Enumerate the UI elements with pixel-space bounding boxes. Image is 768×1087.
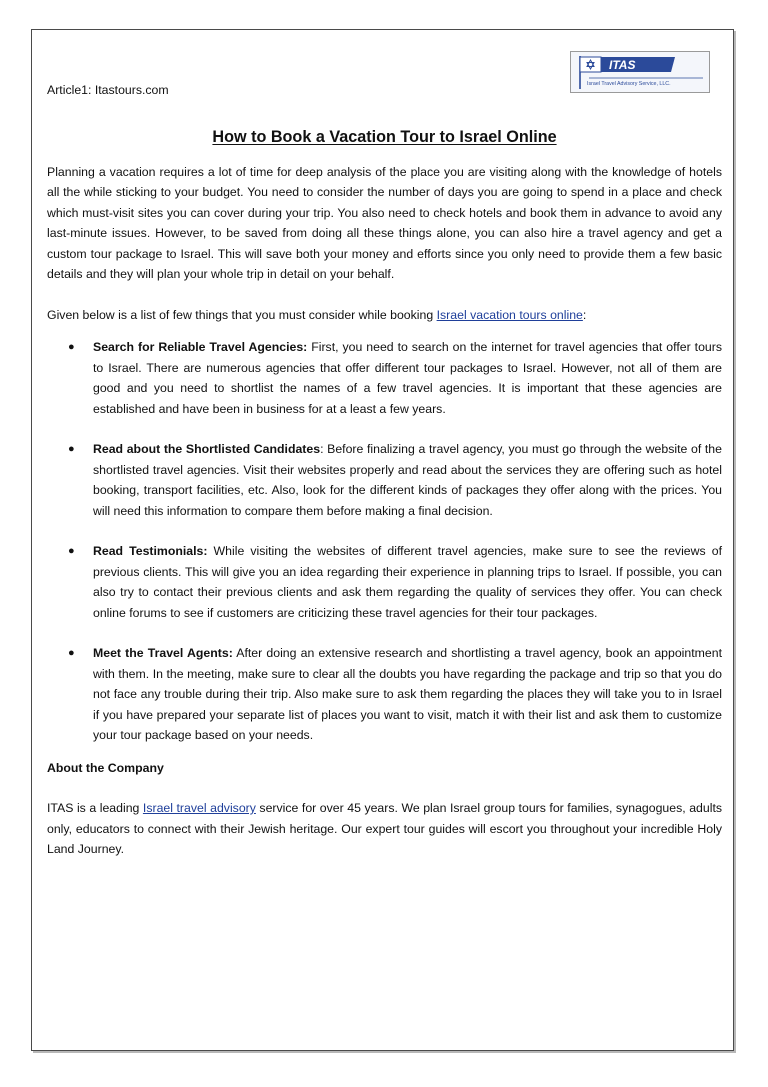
- consideration-list: [47, 337, 722, 746]
- list-item: [47, 541, 722, 623]
- list-intro: [47, 305, 722, 326]
- list-item-title: Meet the Travel Agents:: [93, 646, 233, 660]
- logo-brand: ITAS: [609, 58, 636, 72]
- bullet-icon: ●: [68, 647, 75, 659]
- about-paragraph: [47, 798, 722, 860]
- bullet-icon: ●: [68, 443, 75, 455]
- list-item: [47, 643, 722, 746]
- list-item-title: Search for Reliable Travel Agencies:: [93, 340, 308, 354]
- list-item: [47, 439, 722, 521]
- israel-travel-advisory-link[interactable]: Israel travel advisory: [142, 801, 256, 815]
- list-item-text: While visiting the websites of different travel agencies, make sure to see the reviews of previous clients. This will give you an idea regarding their experience in planning trips to Israel. If possible, you can also try to contact their previous clients and ask them regarding the quality of services they offer. You can check online forums to see if customers are criticizing these travel agencies for their tour packages.: [93, 544, 722, 620]
- list-item-text: First, you need to search on the internet for travel agencies that offer tours to Israel. There are numerous agencies that offer different tour packages to Israel. However, not all of them are good and you need to shortlist the names of a few travel agencies. It is important that these agencies are established and have been in business for at a least a few years.: [93, 340, 722, 416]
- logo-tagline: Israel Travel Advisory Service, LLC.: [587, 81, 671, 87]
- bullet-icon: ●: [68, 341, 75, 353]
- list-item: [47, 337, 722, 419]
- list-item-title: Read Testimonials:: [93, 544, 208, 558]
- list-item-text: After doing an extensive research and shortlisting a travel agency, book an appointment with them. In the meeting, make sure to clear all the doubts you have regarding the package and trip so that you do not face any trouble during their trip. Also make sure to ask them regarding the places they will take you to in Israel if you have prepared your separate list of places you want to visit, match it with their list and ask them to customize your tour package based on your needs.: [93, 646, 723, 742]
- about-text-end: service for over 45 years. We plan Israel group tours for families, synagogues, adults only, educators to connect with their Jewish heritage. Our expert tour guides will escort you throughout your incredible Holy Land Journey.: [47, 801, 723, 856]
- about-text-start: ITAS is a leading: [47, 801, 143, 815]
- article-title: How to Book a Vacation Tour to Israel Online: [212, 127, 557, 146]
- article-content: [47, 80, 722, 860]
- list-intro-text: Given below is a list of few things that you must consider while booking: [47, 307, 437, 322]
- list-intro-colon: :: [582, 307, 587, 322]
- israel-vacation-tours-link[interactable]: Israel vacation tours online: [436, 307, 583, 322]
- list-item-title: Read about the Shortlisted Candidates: [93, 442, 321, 456]
- intro-paragraph: Planning a vacation requires a lot of time for deep analysis of the place you are visiting along with the knowledge of hotels all the while sticking to your budget. You need to consider the number of days you are going to spend in a place and check which must-visit sites you can cover during your trip. You also need to check hotels and book them in advance to avoid any last-minute issues. However, to be saved from doing all these things alone, you can also hire a travel agency and get a custom tour package to Israel. This will save both your money and efforts since you only need to provide them a few basic details and they will plan your whole trip in detail on your behalf.: [47, 164, 722, 281]
- bullet-icon: ●: [68, 545, 75, 557]
- list-item-text: : Before finalizing a travel agency, you must go through the website of the shortlisted travel agencies. Visit their websites properly and read about the services they are offering such as hotel booking, transport facilities, etc. Also, look for the different kinds of packages they offer along with the prices. You will need this information to compare them before making a final decision.: [93, 442, 722, 518]
- article-label: Article1: Itastours.com: [47, 83, 169, 97]
- about-heading: About the Company: [47, 760, 164, 775]
